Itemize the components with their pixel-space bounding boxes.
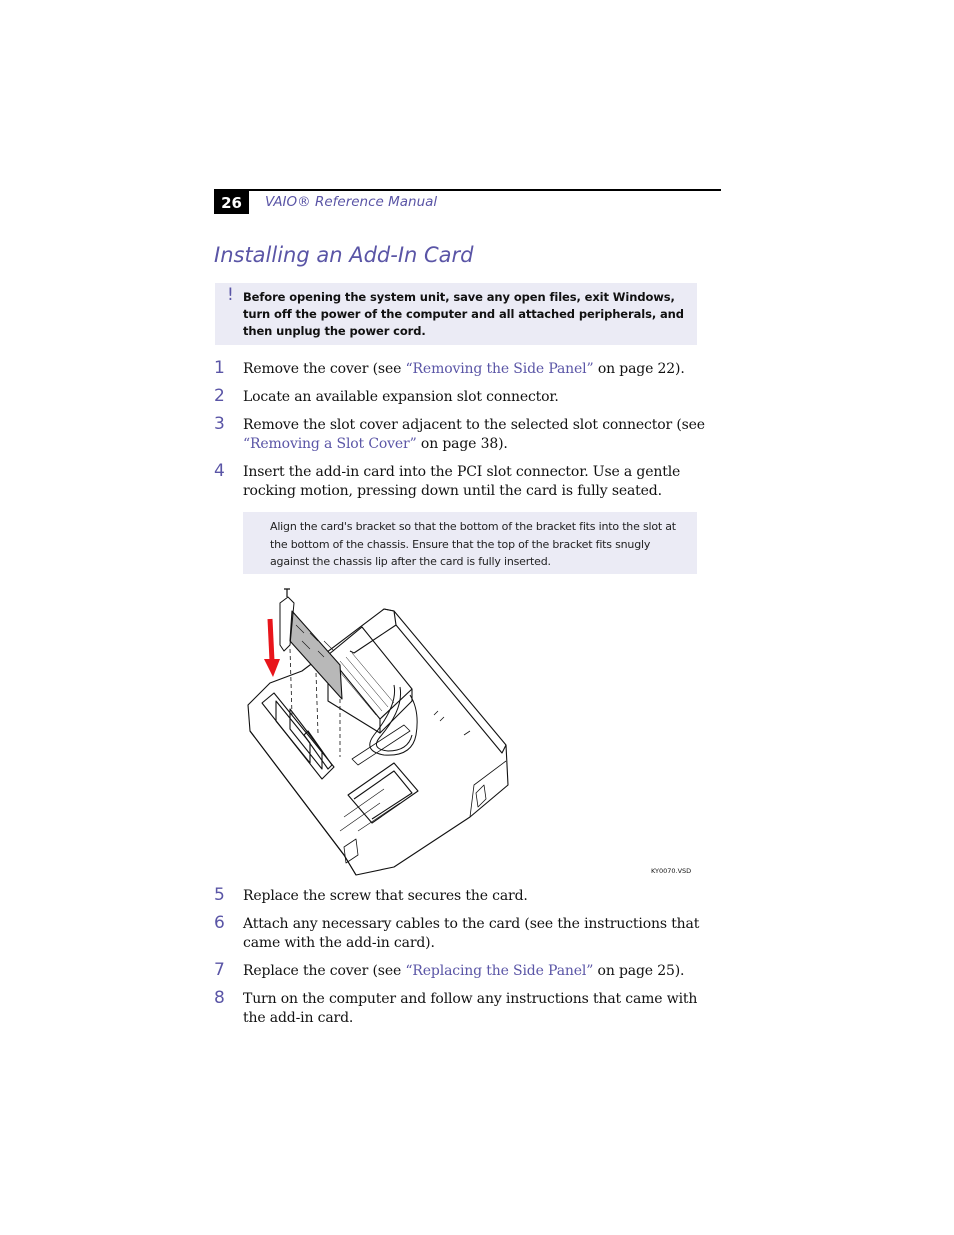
step-text-part: Remove the cover (see: [243, 361, 406, 377]
add-in-card: [290, 611, 342, 699]
step-text-part: on page 38).: [416, 436, 508, 452]
step-number: 4: [214, 461, 225, 481]
header-rule: [214, 189, 721, 191]
step-text: [243, 416, 721, 454]
link-replacing-side-panel[interactable]: “Replacing the Side Panel”: [405, 963, 594, 979]
warning-box: [215, 283, 697, 345]
warning-text: Before opening the system unit, save any open files, exit Windows, turn off the power of the computer and all attached peripherals, and then unplug the power cord.: [243, 290, 684, 338]
running-title: VAIO® Reference Manual: [265, 194, 438, 210]
step-number: 7: [214, 960, 225, 980]
step-text-part: on page 22).: [593, 361, 685, 377]
step-text: [243, 360, 721, 379]
screw: [284, 589, 290, 597]
step-number: 1: [214, 358, 225, 378]
step-text: Turn on the computer and follow any instructions that came with the add-in card.: [243, 991, 698, 1026]
step-text-part: on page 25).: [593, 963, 685, 979]
step-text-part: Replace the cover (see: [243, 963, 406, 979]
step-number: 6: [214, 913, 225, 933]
step-number: 8: [214, 988, 225, 1008]
step-text: Locate an available expansion slot connector.: [243, 389, 559, 405]
step-number: 2: [214, 386, 225, 406]
chassis-back-edge: [384, 609, 506, 753]
page-number: 26: [214, 191, 249, 214]
step-number: 5: [214, 885, 225, 905]
note-text: Align the card's bracket so that the bottom of the bracket fits into the slot at the bottom of the chassis. Ensure that the top of the bracket fits snugly against the chassis lip after the card is fully inserted.: [270, 520, 676, 568]
step-text: Replace the screw that secures the card.: [243, 888, 528, 904]
note-box: [243, 512, 697, 574]
expansion-slots: [262, 693, 334, 779]
chassis-front-edge: [250, 731, 356, 875]
section-title: Installing an Add-In Card: [214, 243, 474, 267]
step-text-part: Remove the slot cover adjacent to the selected slot connector (see: [243, 417, 705, 433]
step-number: 3: [214, 414, 225, 434]
figure-id-label: KY0070.VSD: [651, 867, 692, 875]
step-text: Attach any necessary cables to the card (see the instructions that came with the add-in card).: [243, 916, 700, 951]
link-removing-side-panel[interactable]: “Removing the Side Panel”: [405, 361, 594, 377]
link-removing-slot-cover[interactable]: “Removing a Slot Cover”: [243, 436, 417, 452]
exclamation-icon: !: [227, 285, 234, 305]
step-text: Insert the add-in card into the PCI slot connector. Use a gentle rocking motion, pressing down until the card is fully seated.: [243, 464, 681, 499]
add-in-card-illustration: [244, 585, 514, 880]
insert-direction-arrow: [264, 619, 280, 677]
step-text: [243, 962, 721, 981]
